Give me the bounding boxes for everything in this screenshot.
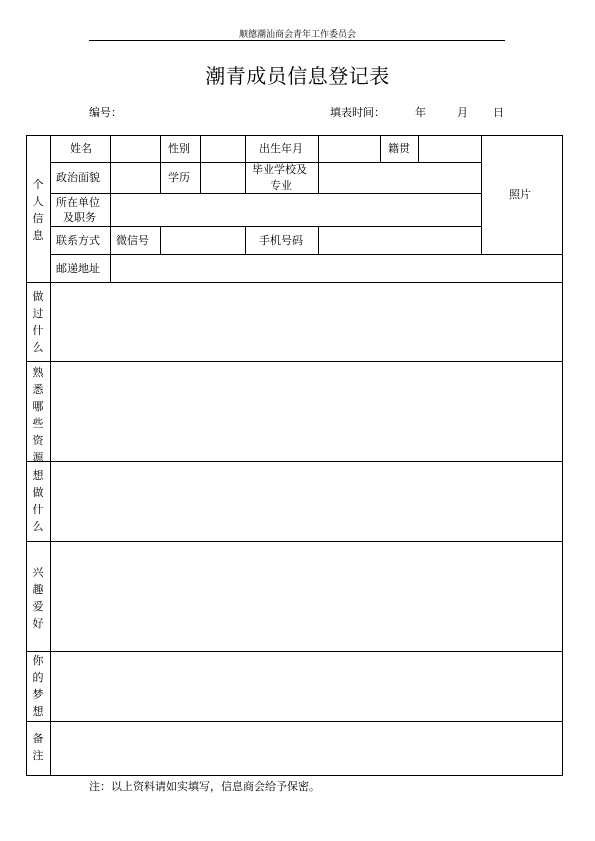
dream-field[interactable] [51,652,561,720]
col-divider [245,135,246,193]
table-border-bottom [26,775,563,776]
birth-label: 出生年月 [259,142,303,155]
name-field[interactable] [111,136,159,161]
gender-label: 性别 [168,142,190,155]
gender-field[interactable] [201,136,244,161]
footer-note: 注：以上资料请如实填写，信息商会给予保密。 [89,780,320,793]
political-status-label: 政治面貌 [56,171,100,184]
want-section-label: 想做什么 [32,469,44,533]
col-divider [380,135,381,162]
wechat-label: 微信号 [116,234,149,247]
phone-field[interactable] [319,227,480,253]
hobbies-section-label: 兴趣爱好 [32,566,44,630]
education-field[interactable] [201,163,244,192]
employer-label-line1: 所在单位 [56,196,100,209]
table-border-left [26,135,27,775]
resources-section-label: 熟悉哪些资源 [32,366,44,464]
col-divider [245,226,246,254]
address-field[interactable] [111,255,561,281]
native-place-field[interactable] [419,136,480,161]
remarks-section-label: 备注 [32,732,44,762]
month-label: 月 [457,106,468,119]
document-title: 潮青成员信息登记表 [205,64,390,88]
organization-name: 顺德潮汕商会青年工作委员会 [238,30,356,40]
school-major-field[interactable] [319,163,480,192]
phone-label: 手机号码 [259,234,303,247]
resources-field[interactable] [51,362,561,460]
birth-field[interactable] [319,136,379,161]
want-field[interactable] [51,462,561,540]
wechat-field[interactable] [161,227,244,253]
fill-time-label: 填表时间： [330,106,385,119]
number-label: 编号： [89,106,122,119]
political-status-field[interactable] [111,163,159,192]
hobbies-field[interactable] [51,542,561,650]
employer-field[interactable] [111,194,480,225]
day-label: 日 [493,106,504,119]
name-label: 姓名 [70,142,92,155]
year-label: 年 [415,106,426,119]
education-label: 学历 [168,171,190,184]
photo-area[interactable] [482,136,561,253]
remarks-field[interactable] [51,722,561,774]
native-place-label: 籍贯 [388,142,410,155]
done-section-label: 做过什么 [32,290,44,354]
photo-label: 照片 [509,188,531,201]
employer-label-line2: 及职务 [63,211,96,224]
header-divider [89,40,505,41]
personal-info-section-label: 个人信息 [32,178,44,242]
col-divider [160,135,161,193]
address-label: 邮递地址 [56,262,100,275]
dream-section-label: 你的梦想 [32,654,44,718]
col-divider [110,226,111,254]
done-field[interactable] [51,283,561,360]
contact-label: 联系方式 [56,234,100,247]
school-major-label-line2: 专业 [270,179,292,192]
school-major-label-line1: 毕业学校及 [252,163,307,176]
table-border-right [562,135,563,775]
